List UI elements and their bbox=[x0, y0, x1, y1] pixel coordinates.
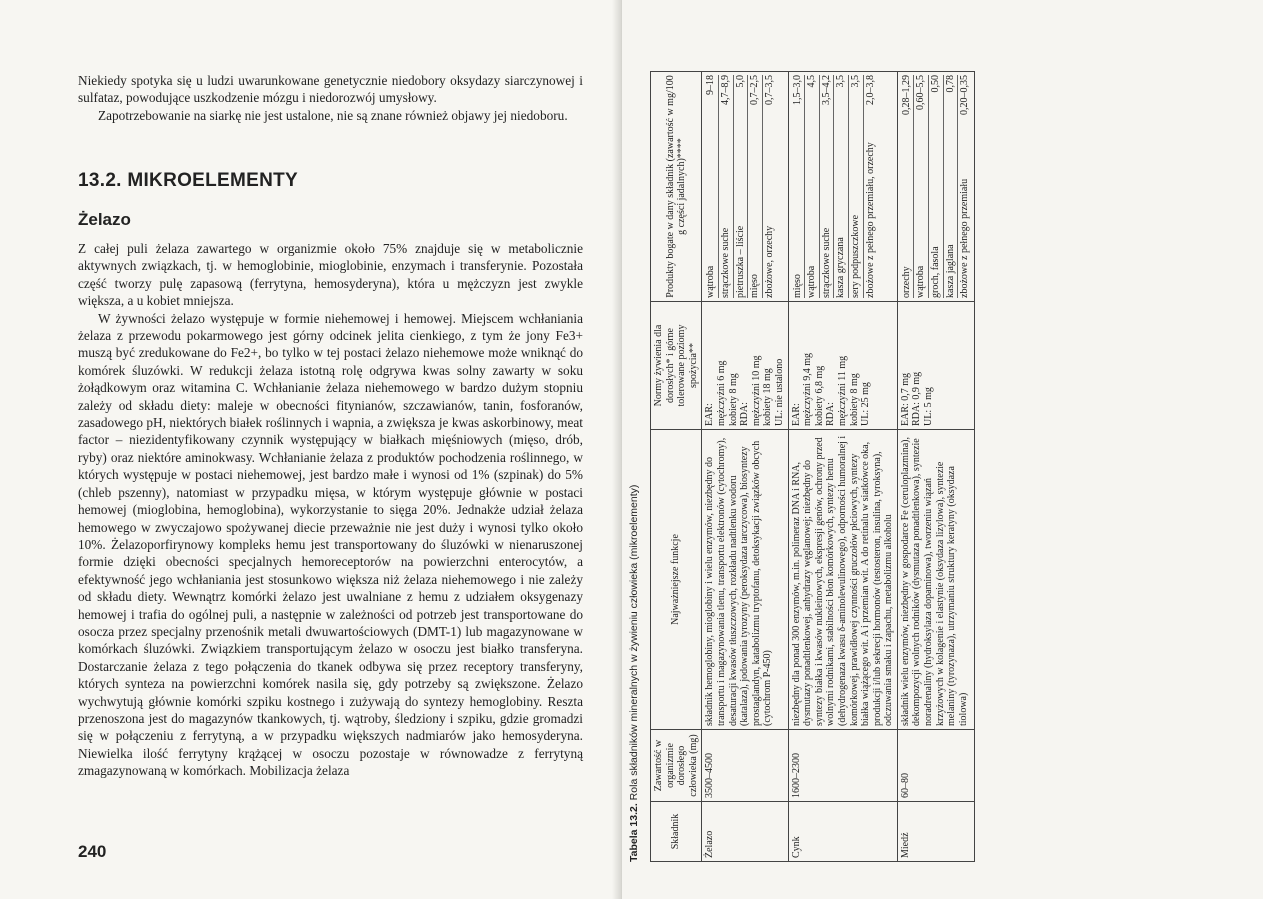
product-name: mięso bbox=[749, 274, 761, 298]
component-amount: 60–80 bbox=[897, 730, 974, 802]
table-row bbox=[897, 72, 974, 862]
intro-paragraph: Niekiedy spotyka się u ludzi uwarunkowane genetycznie niedobory oksydazy siarczynowej i sulfataz, powodujące uszkodzenie mózgu i niedorozwój umysłowy. bbox=[78, 73, 583, 106]
header-amount: Zawartość w organizmie dorosłego człowieka (mg) bbox=[651, 730, 702, 802]
norm-line: RDA: bbox=[825, 402, 837, 426]
product-item bbox=[791, 75, 806, 298]
product-value: 2,0–3,8 bbox=[864, 75, 876, 105]
component-norms bbox=[702, 302, 788, 430]
product-value: 0,60–5,5 bbox=[915, 75, 927, 110]
product-value: 0,20–0,35 bbox=[959, 75, 971, 115]
component-amount: 3500–4500 bbox=[702, 730, 788, 802]
table-caption-text: Rola składników mineralnych w żywieniu człowieka (mikroelementy) bbox=[628, 484, 640, 801]
component-products bbox=[788, 72, 897, 302]
component-name: Miedź bbox=[897, 802, 974, 862]
rotated-table-container bbox=[628, 62, 1238, 862]
product-item bbox=[914, 75, 929, 298]
table-row bbox=[702, 72, 788, 862]
product-value: 0,7–2,5 bbox=[749, 75, 761, 105]
table-header-row bbox=[651, 72, 702, 862]
product-name: zbożowe z pełnego przemiału bbox=[959, 178, 971, 298]
product-name: strączkowe suche bbox=[719, 227, 731, 298]
product-item bbox=[958, 75, 972, 298]
norm-line: EAR: bbox=[704, 403, 716, 426]
product-value: 3,5–4,2 bbox=[820, 75, 832, 105]
product-value: 3,5 bbox=[849, 75, 861, 88]
product-name: mięso bbox=[791, 274, 803, 298]
product-name: groch, fasola bbox=[930, 246, 942, 298]
component-products bbox=[702, 72, 788, 302]
product-item bbox=[929, 75, 944, 298]
component-amount: 1600–2300 bbox=[788, 730, 897, 802]
product-name: wątroba bbox=[806, 265, 818, 298]
product-value: 1,5–3,0 bbox=[791, 75, 803, 105]
product-value: 4,5 bbox=[806, 75, 818, 88]
body-text bbox=[78, 240, 583, 780]
norm-line: RDA: bbox=[739, 402, 751, 426]
norm-line: kobiety 6,8 mg bbox=[813, 365, 825, 426]
product-name: zbożowe z pełnego przemiału, orzechy bbox=[864, 142, 876, 298]
header-norms: Normy żywienia dla dorosłych* i górne tolerowane poziomy spożycia** bbox=[651, 302, 702, 430]
norm-line: mężczyźni 9,4 mg bbox=[802, 352, 814, 426]
norm-line: EAR: bbox=[790, 403, 802, 426]
product-item bbox=[704, 75, 719, 298]
norm-line: UL: 25 mg bbox=[860, 382, 872, 426]
product-item bbox=[900, 75, 915, 298]
product-value: 0,78 bbox=[944, 75, 956, 93]
component-norms bbox=[788, 302, 897, 430]
table-caption bbox=[628, 485, 640, 862]
header-component: Składnik bbox=[651, 802, 702, 862]
product-name: strączkowe suche bbox=[820, 227, 832, 298]
section-title: 13.2. MIKROELEMENTY bbox=[78, 170, 299, 191]
norm-line: EAR: 0,7 mg bbox=[899, 372, 911, 426]
minerals-table bbox=[650, 71, 975, 862]
norm-line: RDA: 0,9 mg bbox=[911, 371, 923, 426]
component-name: Cynk bbox=[788, 802, 897, 862]
product-name: kasza jaglana bbox=[944, 244, 956, 298]
product-name: wątroba bbox=[705, 265, 717, 298]
norm-line: UL: 5 mg bbox=[923, 387, 935, 426]
norm-line: UL: nie ustalono bbox=[773, 358, 785, 426]
product-item bbox=[719, 75, 734, 298]
product-item bbox=[834, 75, 849, 298]
body-paragraph: W żywności żelazo występuje w formie niehemowej i hemowej. Miejscem wchłaniania żelaza z przewodu pokarmowego jest górny odcinek jelita cienkiego, z tym że jony Fe3+ muszą być zredukowane do Fe2+, bo tylko w tej postaci żelazo niehemowe może wniknąć do komórek śluzówki. W redukcji żelaza istotną rolę odgrywa kwas solny zawarty w soku żołądkowym oraz witamina C. Wchłanianie żelaza niehemowego w bardzo dużym stopniu zależy od składu diety: maleje w obecności fitynianów, szczawianów, tanin, fosforanów, zasadowego pH, niektórych białek roślinnych i wapnia, a zwiększa je kwas askorbinowy, meat factor – niezidentyfikowany czynnik występujący w białkach mięśniowych (mięso, drób, ryby) oraz niektóre aminokwasy. Wchłanianie żelaza z produktów pochodzenia roślinnego, w których występuje w postaci niehemowej, jest bardzo małe i wynosi od 1% (szpinak) do 5% (chleb pszenny), natomiast w przypadku mięsa, w którym występuje głównie w postaci hemowej (mioglobina, hemoglobina), wykorzystanie to sięga 20%. Jednakże udział żelaza hemowego w zwyczajowo spożywanej diecie przeważnie nie jest duży i wynosi tylko około 10%. Żelazoporfirynowy kompleks hemu jest transportowany do śluzówki w nienaruszonej formie dzięki obecności specjalnych hemoreceptorów na powierzchni enterocytów, a efektywność jego wchłaniania jest stosunkowo większa niż żelaza niehemowego i nie zależy od składu diety. Wewnątrz komórki żelazo jest uwalniane z hemu z udziałem oksygenazy hemowej i trafia do ogólnej puli, a następnie w zależności od potrzeb jest transportowane do osocza przez specjalny przenośnik metali dwuwartościowych (DMT-1) lub magazynowane w komórkach śluzówki. Związkiem transportującym żelazo w osoczu jest białko transferyna. Dostarczanie żelaza z tego połączenia do tkanek odbywa się przez receptory transferyny, których synteza na powierzchni komórek nasila się, gdy potrzeby są zwiększone. Żelazo wychwytują głównie komórki szpiku kostnego i zużywają do syntezy hemoglobiny. Reszta przenoszona jest do magazynów tkankowych, tj. wątroby, śledziony i szpiku, gdzie gromadzi się w połączeniu z ferrytyną, a w przypadku większych nadmiarów jako hemosyderyna. Niewielka ilość ferrytyny krążącej w osoczu pozostaje w równowadze z ferrytyną zmagazynowaną w komórkach. Mobilizacja żelaza bbox=[78, 310, 583, 779]
product-name: wątroba bbox=[915, 265, 927, 298]
table-caption-label: Tabela 13.2. bbox=[628, 803, 640, 862]
product-value: 3,5 bbox=[835, 75, 847, 88]
product-item bbox=[820, 75, 835, 298]
product-item bbox=[849, 75, 864, 298]
component-norms bbox=[897, 302, 974, 430]
product-name: zbożowe, orzechy bbox=[763, 225, 775, 298]
table-row bbox=[788, 72, 897, 862]
norm-line: kobiety 8 mg bbox=[727, 373, 739, 426]
product-name: pietruszka – liście bbox=[734, 225, 746, 298]
product-value: 9–18 bbox=[705, 75, 717, 95]
component-functions: składnik hemoglobiny, mioglobiny i wielu enzymów, niezbędny do transportu i magazynowania tlenu, transportu elektronów (cytochromy), desaturacji kwasów tłuszczowych, rozkładu nadtlenku wodoru (katalaza), jodowania tyrozyny (peroksydaza tarczycowa), biosyntezy prostaglandyn, katabolizmu tryptofanu, detoksykacji związków obcych (cytochrom P-450) bbox=[702, 430, 788, 730]
header-functions: Najważniejsze funkcje bbox=[651, 430, 702, 730]
component-functions: niezbędny dla ponad 300 enzymów, m.in. polimeraz DNA i RNA, dysmutazy ponadtlenkowej, anhydrazy węglanowej; niezbędny do syntezy białka i kwasów nukleinowych, ekspresji genów, ochrony przed wolnymi rodnikami, stabilności błon komórkowych, syntezy hemu (dehydrogenaza kwasu δ-aminolewulinowego), odporności humoralnej i komórkowej, prawidłowej czynności gruczołów płciowych, syntezy białka wiążącego wit. A i przemian wit. A do retinalu w siatkówce oka, produkcji i/lub sekrecji hormonów (testosteron, insulina, tyroksyna), odczuwania smaku i zapachu, metabolizmu alkoholu bbox=[788, 430, 897, 730]
header-products: Produkty bogate w dany składnik (zawartość w mg/100 g części jadalnych)**** bbox=[651, 72, 702, 302]
subsection-title: Żelazo bbox=[78, 210, 131, 229]
product-item bbox=[734, 75, 749, 298]
intro-paragraph: Zapotrzebowanie na siarkę nie jest ustalone, nie są znane również objawy jej niedoboru. bbox=[98, 107, 568, 123]
intro-text bbox=[78, 72, 583, 124]
product-name: orzechy bbox=[900, 266, 912, 298]
product-value: 0,7–3,5 bbox=[763, 75, 775, 105]
product-value: 4,7–8,9 bbox=[719, 75, 731, 105]
norm-line: kobiety 8 mg bbox=[848, 373, 860, 426]
product-item bbox=[805, 75, 820, 298]
product-value: 5,0 bbox=[734, 75, 746, 88]
page-number: 240 bbox=[78, 842, 107, 861]
norm-line: mężczyźni 10 mg bbox=[750, 355, 762, 426]
norm-line: kobiety 18 mg bbox=[762, 368, 774, 426]
product-value: 0,50 bbox=[930, 75, 942, 93]
product-item bbox=[763, 75, 777, 298]
norm-line: mężczyźni 11 mg bbox=[836, 355, 848, 426]
norm-line: mężczyźni 6 mg bbox=[715, 360, 727, 426]
product-item bbox=[748, 75, 763, 298]
product-item bbox=[944, 75, 959, 298]
product-item bbox=[864, 75, 878, 298]
component-name: Żelazo bbox=[702, 802, 788, 862]
product-name: sery podpuszczkowe bbox=[849, 214, 861, 298]
product-value: 0,28–1,29 bbox=[900, 75, 912, 115]
product-name: kasza gryczana bbox=[835, 237, 847, 298]
body-paragraph: Z całej puli żelaza zawartego w organizmie około 75% znajduje się w metabolicznie aktywnych związkach, tj. w hemoglobinie, mioglobinie, enzymach i transferynie. Pozostała część tworzy pulę zapasową (ferrytyna, hemosyderyna), która u mężczyzn jest zwykle większa, a u kobiet mniejsza. bbox=[78, 241, 583, 309]
component-products bbox=[897, 72, 974, 302]
component-functions: składnik wielu enzymów, niezbędny w gospodarce Fe (ceruloplazmina), dekompozycji wolnych rodników (dysmutaza ponadtlenkowa), syntezie noradrenaliny (hydroksylaza dopaminowa), tworzeniu wiązań krzyżowych w kolagenie i elastynie (oksydaza lizylowa), syntezie melaniny (tyrozynaza), utrzymaniu struktury keratyny (oksydaza tiolowa) bbox=[897, 430, 974, 730]
